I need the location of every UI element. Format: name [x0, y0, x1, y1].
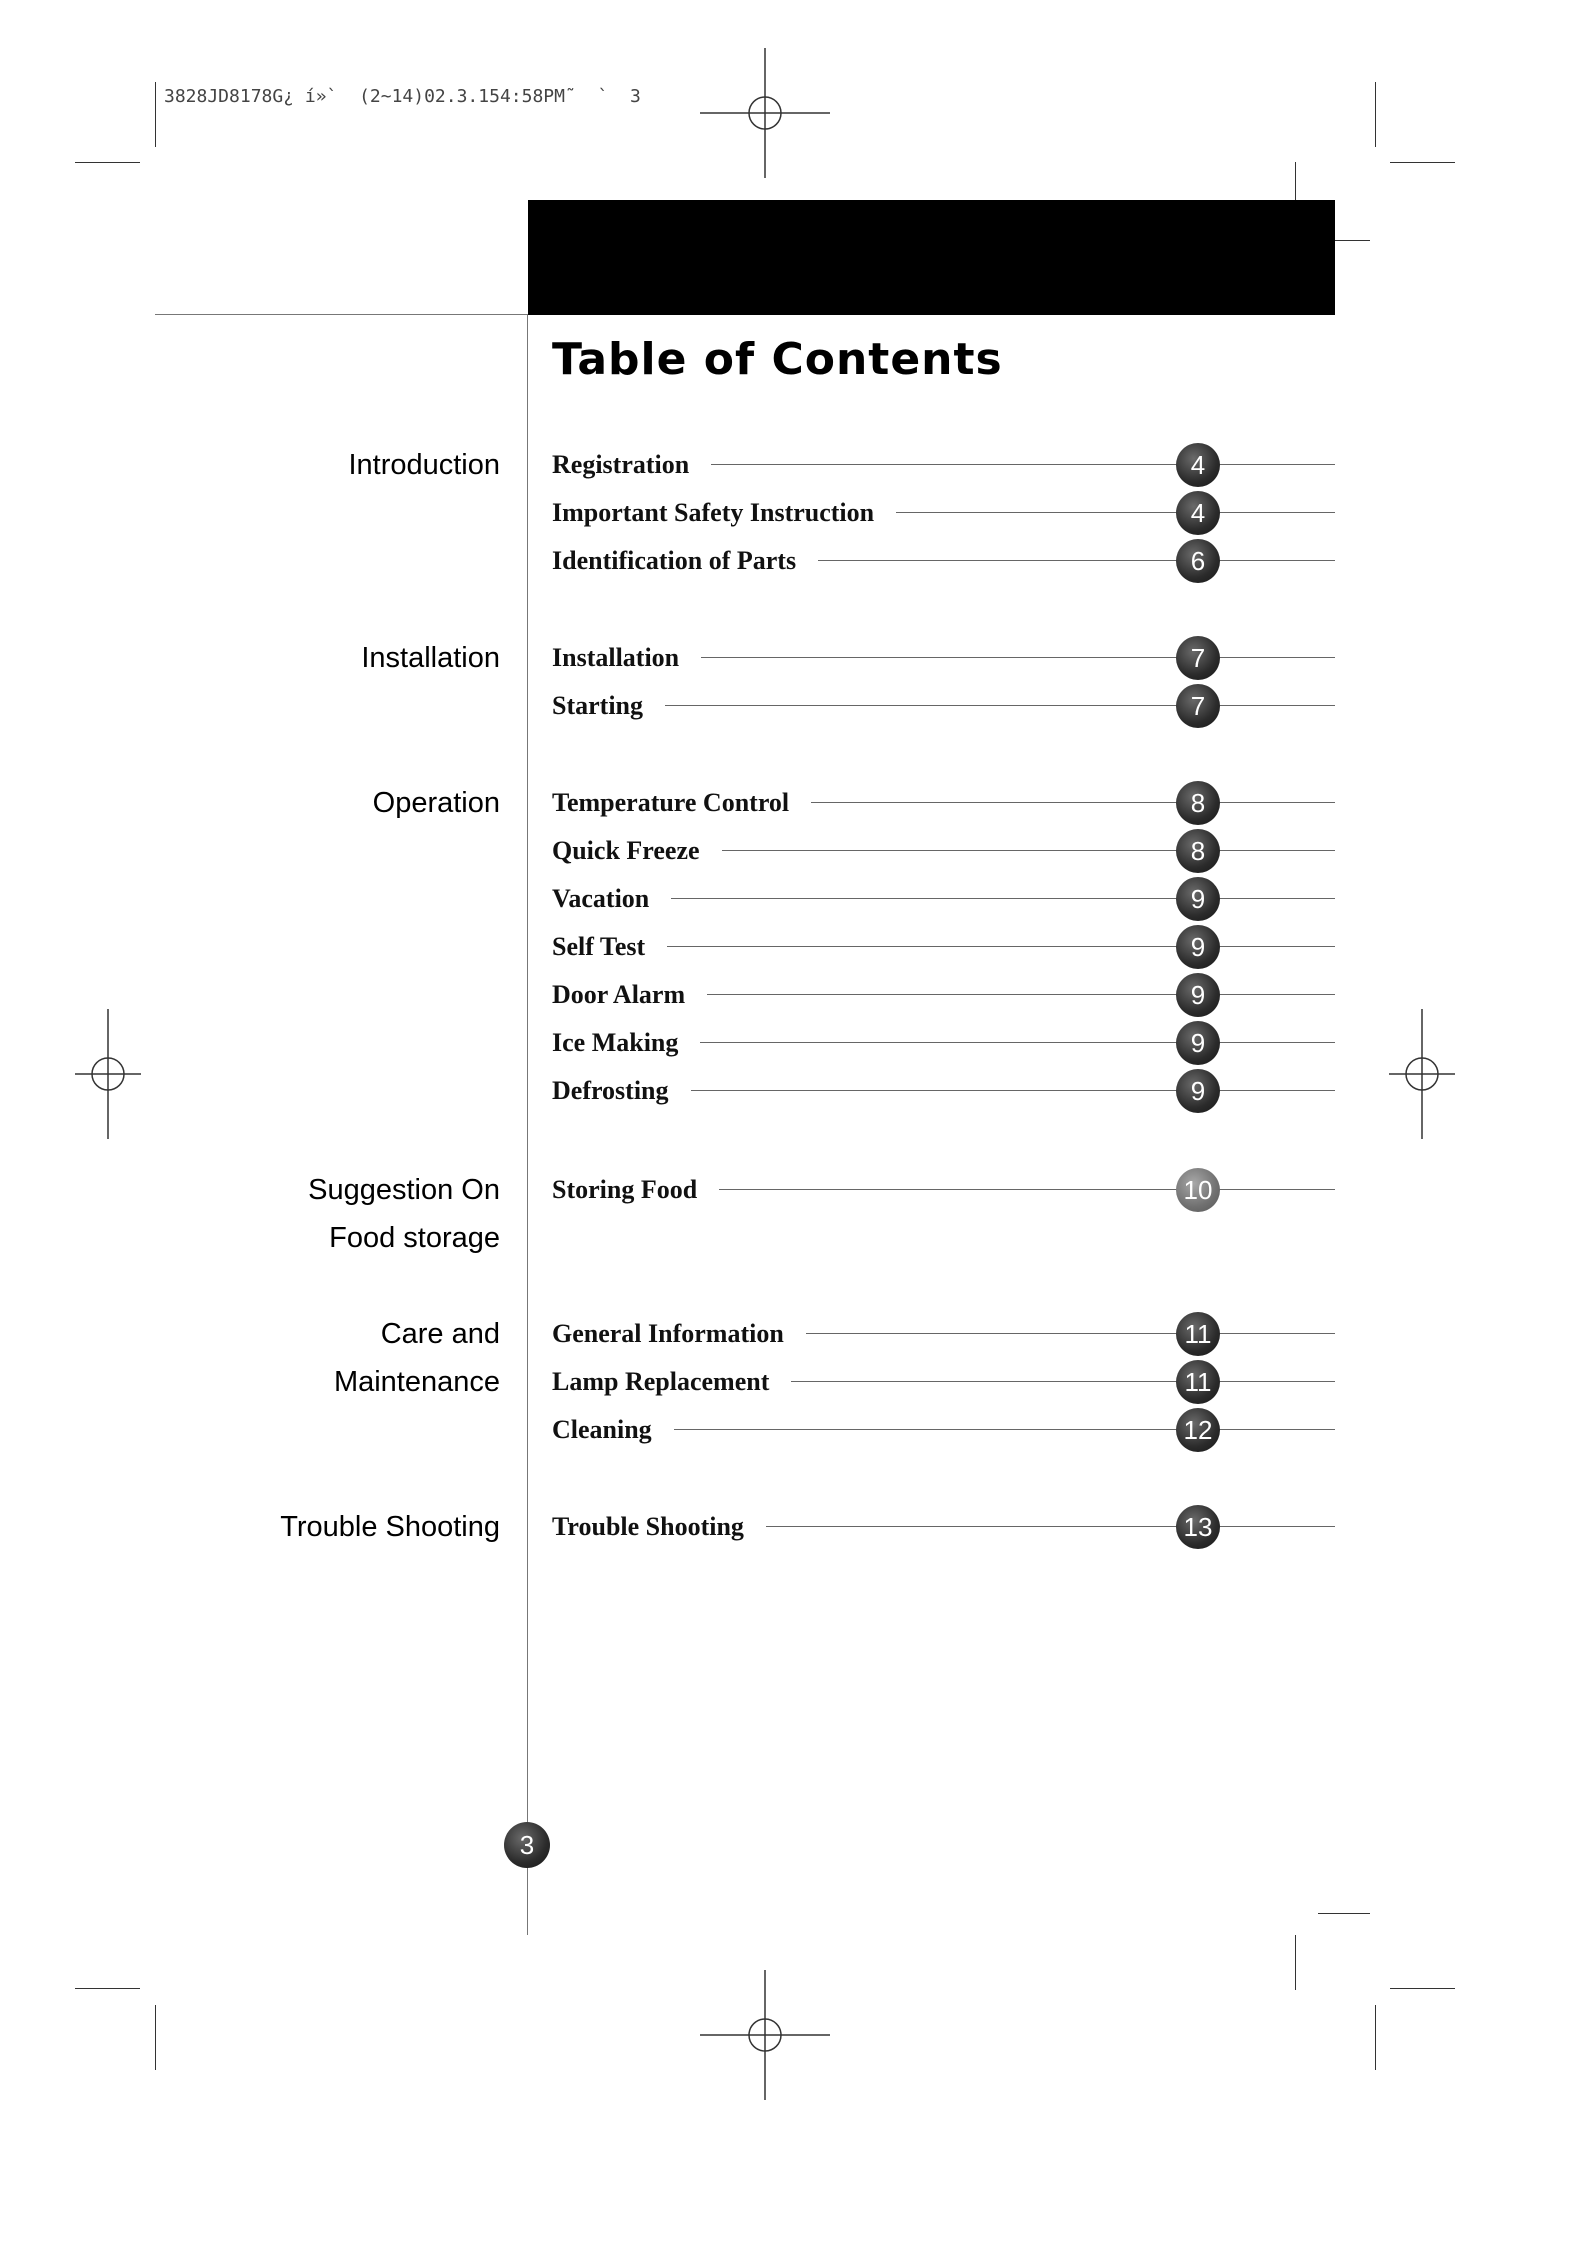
toc-entry[interactable]	[552, 1019, 1335, 1067]
toc-entry[interactable]	[552, 537, 1335, 585]
toc-entry[interactable]	[552, 1503, 1335, 1551]
crop-mark	[1295, 1935, 1296, 1990]
page-badge: 4	[1176, 443, 1220, 487]
header-bar	[528, 200, 1335, 315]
toc-entry[interactable]	[552, 1406, 1335, 1454]
toc-entry-label: Temperature Control	[552, 779, 811, 827]
page-badge: 9	[1176, 925, 1220, 969]
toc-entry-label: Door Alarm	[552, 971, 707, 1019]
crop-mark	[1375, 82, 1376, 147]
page-badge: 11	[1176, 1312, 1220, 1356]
toc-entry[interactable]	[552, 441, 1335, 489]
toc-entry[interactable]	[552, 489, 1335, 537]
crop-mark	[1390, 162, 1455, 163]
page-badge: 9	[1176, 1069, 1220, 1113]
print-header: 3828JD8178G¿ í»` (2~14)02.3.154:58PM˜ ` 3	[164, 86, 641, 107]
toc-entry-label: Self Test	[552, 923, 667, 971]
toc-entry-label: Vacation	[552, 875, 671, 923]
toc-entry[interactable]	[552, 827, 1335, 875]
registration-mark-right	[1357, 1009, 1487, 1139]
header-rule	[155, 314, 528, 315]
crop-mark	[1318, 1913, 1370, 1914]
section-label-installation: Installation	[361, 642, 500, 674]
section-label-food-storage: Suggestion On Food storage	[308, 1174, 500, 1254]
registration-mark-left	[43, 1009, 173, 1139]
toc-entry[interactable]	[552, 1067, 1335, 1115]
toc-entry[interactable]	[552, 1310, 1335, 1358]
crop-mark	[75, 162, 140, 163]
toc-entry-label: Important Safety Instruction	[552, 489, 896, 537]
toc-entry[interactable]	[552, 634, 1335, 682]
toc-entry[interactable]	[552, 1358, 1335, 1406]
page-badge: 8	[1176, 829, 1220, 873]
registration-mark-top	[700, 48, 830, 178]
page-badge: 4	[1176, 491, 1220, 535]
toc-entry-label: Defrosting	[552, 1067, 691, 1115]
toc-entry-label: Cleaning	[552, 1406, 674, 1454]
page-badge: 9	[1176, 973, 1220, 1017]
crop-mark	[1335, 240, 1370, 241]
page-badge: 11	[1176, 1360, 1220, 1404]
toc-entry-label: Quick Freeze	[552, 827, 722, 875]
page-badge: 7	[1176, 636, 1220, 680]
page-badge: 10	[1176, 1168, 1220, 1212]
column-divider	[527, 315, 528, 1935]
registration-mark-bottom	[700, 1970, 830, 2100]
page-badge: 7	[1176, 684, 1220, 728]
toc-entry-label: Storing Food	[552, 1166, 719, 1214]
page-badge: 9	[1176, 1021, 1220, 1065]
crop-mark	[1375, 2005, 1376, 2070]
toc-entry-label: Ice Making	[552, 1019, 700, 1067]
toc-entry[interactable]	[552, 1166, 1335, 1214]
page-badge: 12	[1176, 1408, 1220, 1452]
page-number: 3	[504, 1822, 550, 1868]
toc-entry-label: Registration	[552, 441, 711, 489]
section-label-trouble-shooting: Trouble Shooting	[280, 1511, 500, 1543]
toc-entry-label: Starting	[552, 682, 665, 730]
page-badge: 6	[1176, 539, 1220, 583]
section-label-introduction: Introduction	[348, 449, 500, 481]
section-label-care-maintenance: Care and Maintenance	[333, 1318, 500, 1398]
toc-entry[interactable]	[552, 971, 1335, 1019]
toc-entry-label: Installation	[552, 634, 701, 682]
toc-entry[interactable]	[552, 779, 1335, 827]
toc-entry-label: Lamp Replacement	[552, 1358, 791, 1406]
toc-entry[interactable]	[552, 923, 1335, 971]
toc-entry-label: Identification of Parts	[552, 537, 818, 585]
toc-entry[interactable]	[552, 875, 1335, 923]
crop-mark	[155, 82, 156, 147]
page-title: Table of Contents	[552, 334, 1003, 385]
crop-mark	[1295, 162, 1296, 200]
crop-mark	[75, 1988, 140, 1989]
toc-entry-label: Trouble Shooting	[552, 1503, 766, 1551]
toc-entry[interactable]	[552, 682, 1335, 730]
page-badge: 13	[1176, 1505, 1220, 1549]
toc-entry-label: General Information	[552, 1310, 806, 1358]
crop-mark	[155, 2005, 156, 2070]
page-badge: 8	[1176, 781, 1220, 825]
section-label-operation: Operation	[372, 787, 500, 819]
crop-mark	[1390, 1988, 1455, 1989]
page-badge: 9	[1176, 877, 1220, 921]
